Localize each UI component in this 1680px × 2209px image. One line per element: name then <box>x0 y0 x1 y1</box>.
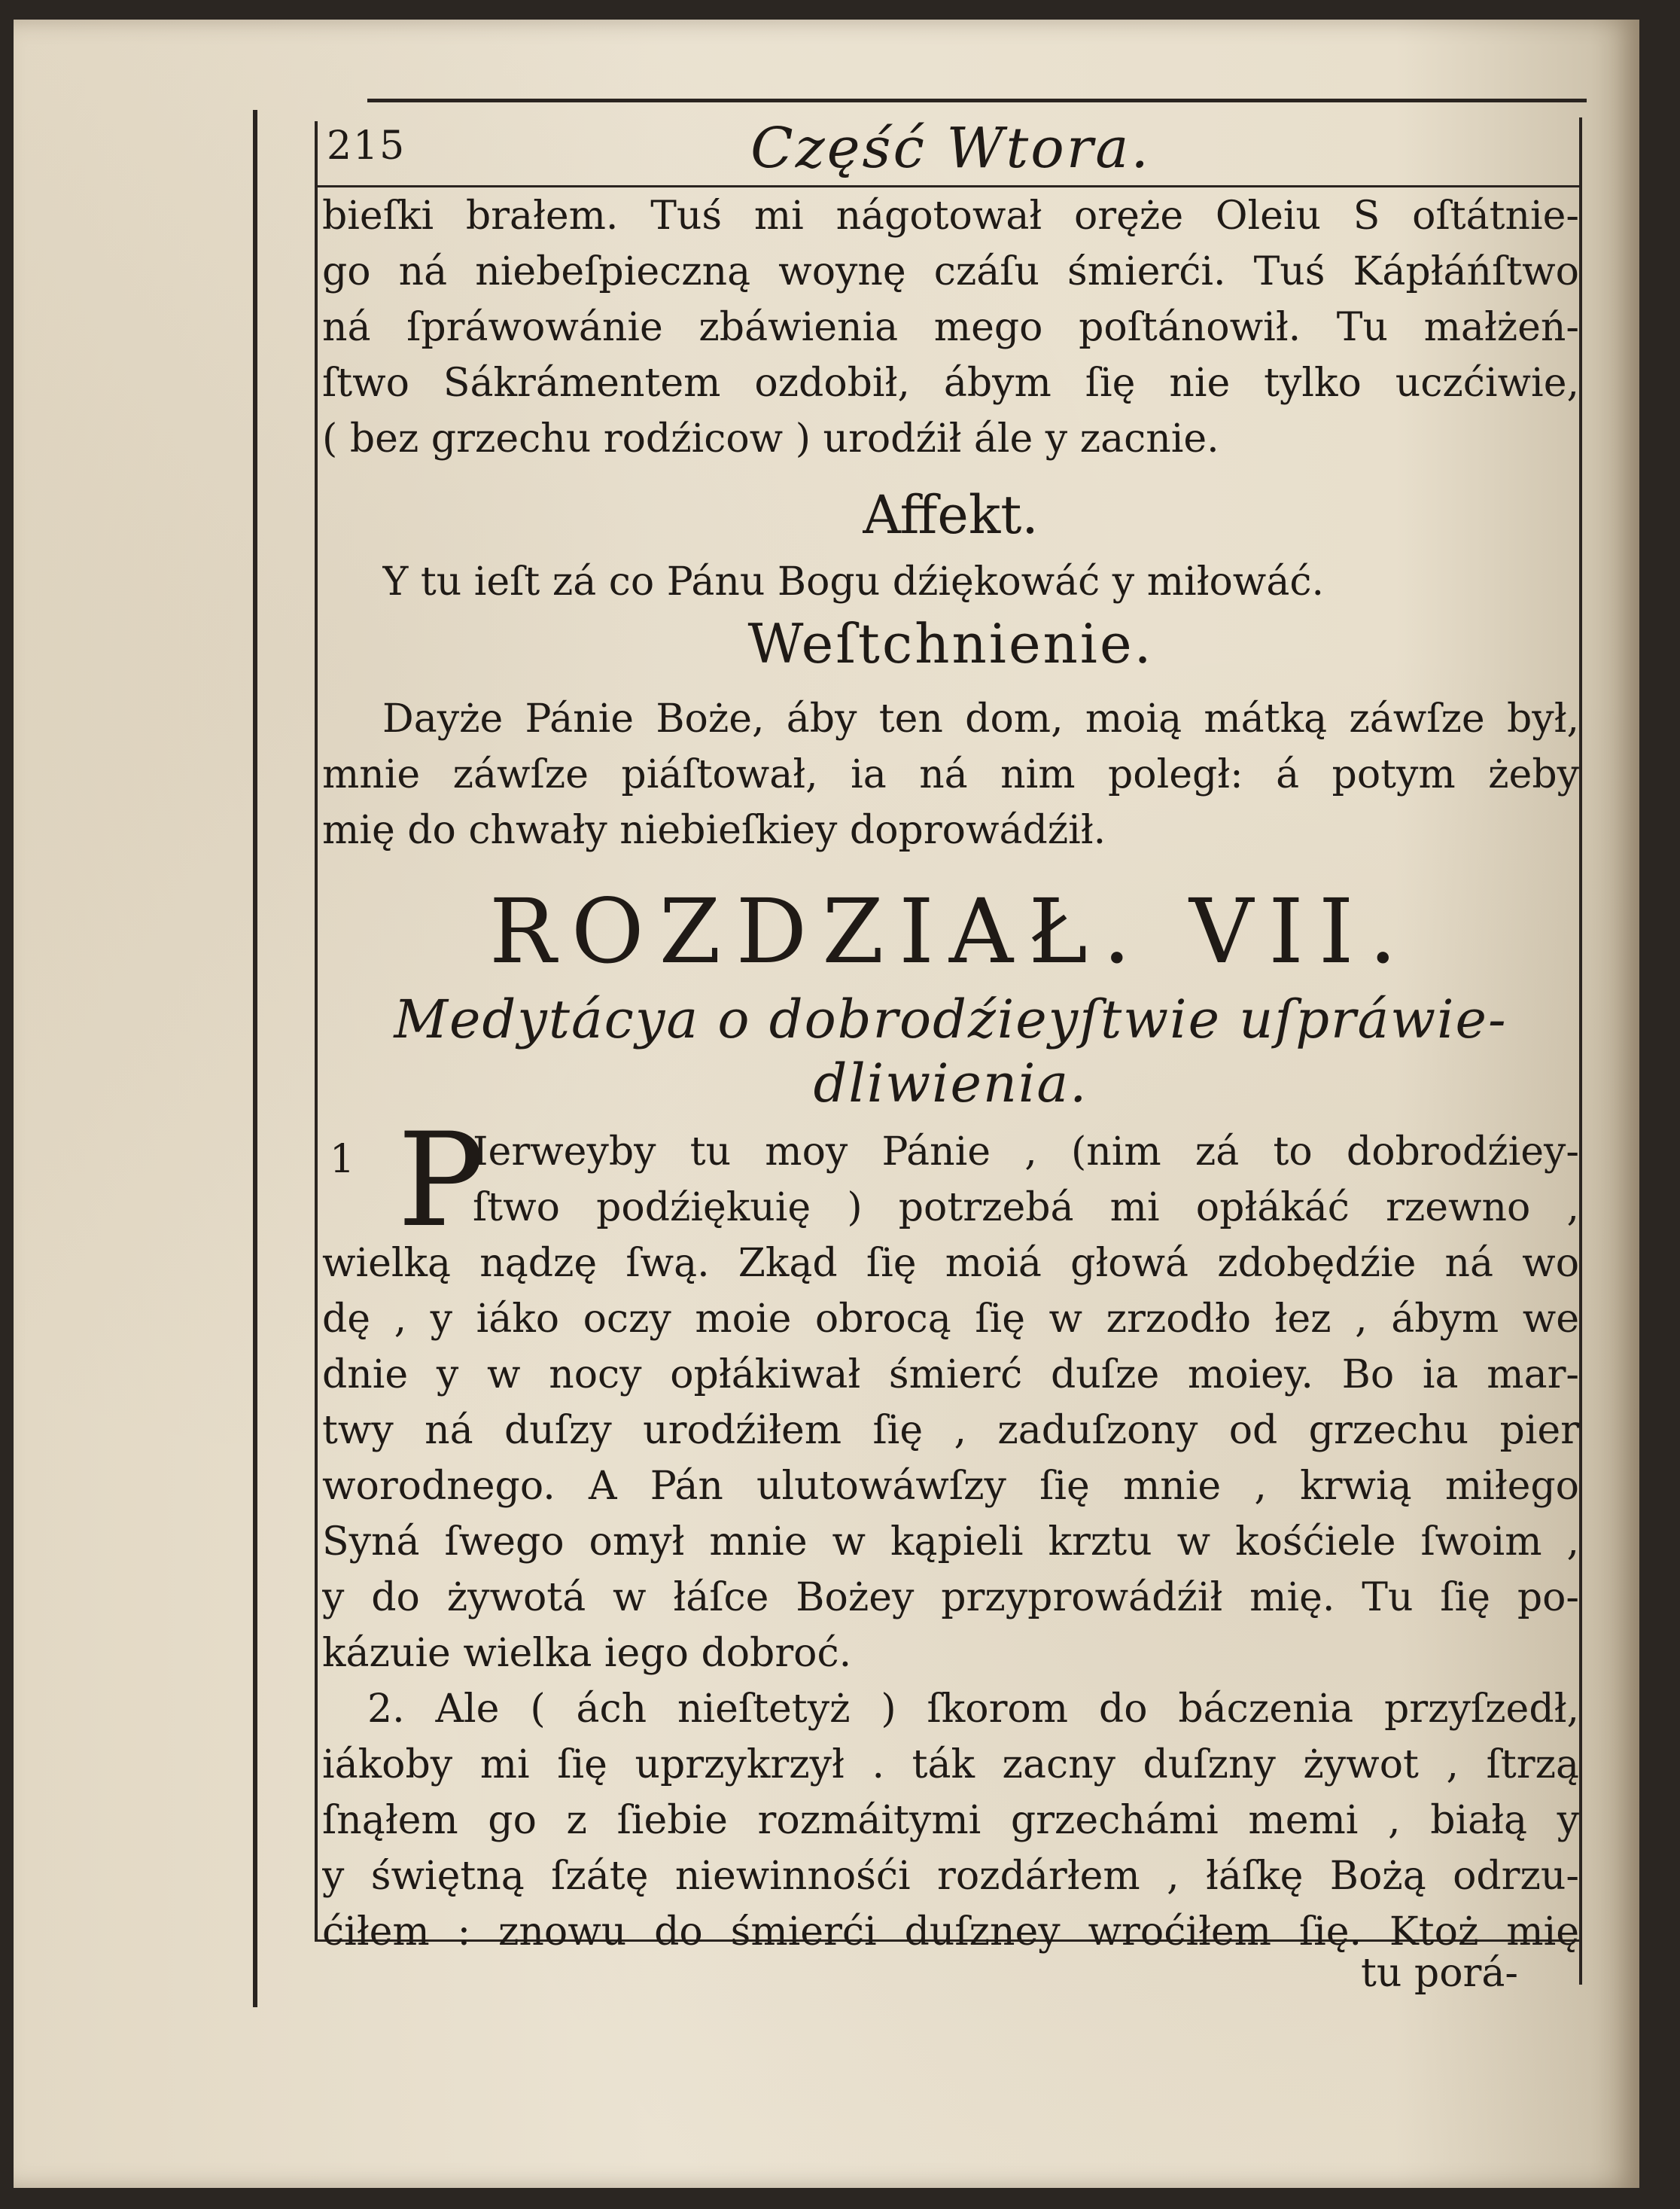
text-line: wielką nądzę ſwą. Zkąd ſię moiá głowá zdobędźie ná wo <box>322 1241 1579 1286</box>
frame-left-rule <box>253 110 257 2007</box>
affekt-heading: Affekt. <box>863 484 1039 546</box>
frame-right-rule <box>1579 117 1582 1985</box>
frame-inner-left-rule <box>315 121 318 1939</box>
text-line: Dayże Pánie Boże, áby ten dom, moią mátką záwſze był, <box>382 696 1579 742</box>
affekt-text: Y tu ieſt zá co Pánu Bogu dźiękowáć y miłowáć. <box>382 559 1324 605</box>
header-rule <box>315 185 1579 187</box>
text-line: Syná ſwego omył mnie w kąpieli krztu w kośćiele ſwoim , <box>322 1519 1579 1565</box>
text-line: ( bez grzechu rodźicow ) urodźił ále y zacnie. <box>322 416 1219 462</box>
text-line: kázuie wielka iego dobroć. <box>322 1631 852 1676</box>
text-line: dnie y w nocy opłákiwał śmierć duſze moiey. Bo ia mar- <box>322 1352 1579 1397</box>
paragraph-1-opening <box>322 1104 1579 1256</box>
text-line: bieſki brałem. Tuś mi nágotował oręże Oleiu S oſtátnie- <box>322 193 1579 239</box>
text-line: ſtwo podźiękuię ) potrzebá mi opłákáć rzewno , <box>473 1185 1579 1230</box>
westchnienie-heading: Weſtchnienie. <box>747 612 1154 675</box>
top-rule <box>367 99 1587 102</box>
page-number: 215 <box>327 123 406 169</box>
text-line: twy ná duſzy urodźiłem ſię , zaduſzony od grzechu pier <box>322 1408 1579 1453</box>
running-head: Część Wtora. <box>750 116 1151 181</box>
text-line: 2. Ale ( ách nieſtetyż ) ſkorom do báczenia przyſzedł, <box>367 1686 1579 1732</box>
text-line: ná ſpráwowánie zbáwienia mego poſtánowił. Tu małżeń- <box>322 305 1579 350</box>
chapter-subtitle-line2: dliwienia. <box>813 1053 1088 1114</box>
text-line: Ierweyby tu moy Pánie , (nim zá to dobrodźiey- <box>473 1129 1579 1175</box>
text-line: mię do chwały niebieſkiey doprowádźił. <box>322 808 1106 853</box>
paragraph-number: 1 <box>330 1137 355 1182</box>
chapter-subtitle-line1: Medytácya o dobrodźieyſtwie uſpráwie- <box>394 989 1508 1050</box>
text-line: mnie záwſze piáſtował, ia ná nim poległ: á potym żeby <box>322 752 1579 797</box>
text-line: worodnego. A Pán ulutowáwſzy ſię mnie , krwią miłego <box>322 1464 1579 1509</box>
text-line: go ná niebeſpieczną woynę czáſu śmierći. Tuś Kápłáńſtwo <box>322 249 1579 294</box>
text-line: y do żywotá w łáſce Bożey przyprowádźił mię. Tu ſię po- <box>322 1575 1579 1620</box>
text-line: y świętną ſzátę niewinnośći rozdárłem , łáſkę Bożą odrzu- <box>322 1854 1579 1899</box>
text-line: iákoby mi ſię uprzykrzył . ták zacny duſzny żywot , ſtrzą <box>322 1742 1579 1787</box>
catchword: tu porá- <box>1361 1951 1518 1996</box>
drop-cap: P <box>397 1104 485 1256</box>
text-line: dę , y iáko oczy moie obrocą ſię w zrzodło łez , ábym we <box>322 1296 1579 1342</box>
chapter-title: ROZDZIAŁ. VII. <box>489 879 1412 983</box>
text-line: ſtwo Sákrámentem ozdobił, ábym ſię nie tylko uczćiwie, <box>322 361 1579 406</box>
page-header <box>322 110 1579 185</box>
text-line: ćiłem : znowu do śmierći duſzney wroćiłem ſię. Ktoż mię <box>322 1909 1579 1955</box>
text-line: ſnąłem go z ſiebie rozmáitymi grzechámi memi , białą y <box>322 1798 1579 1843</box>
book-page <box>14 20 1639 2188</box>
